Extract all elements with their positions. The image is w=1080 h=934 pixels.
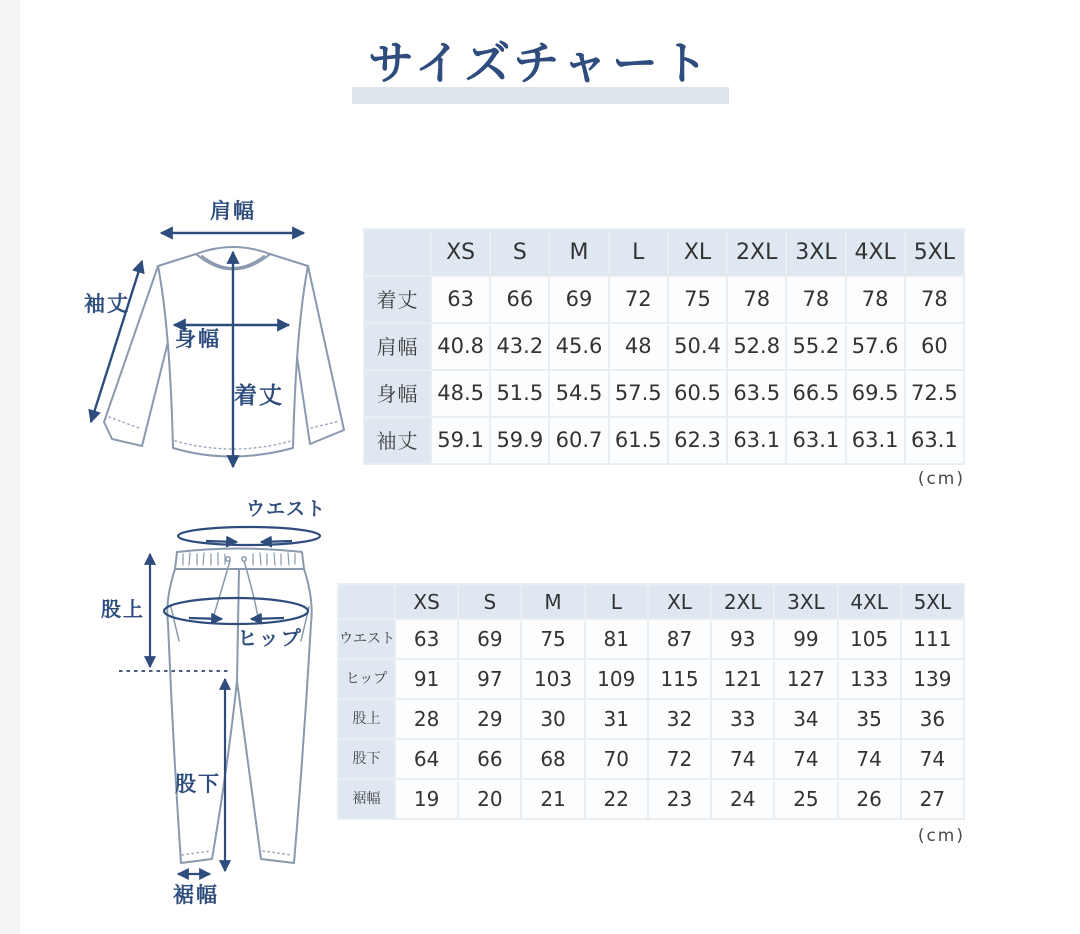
size-value-cell: 62.3 bbox=[668, 417, 727, 464]
size-value-cell: 34 bbox=[774, 699, 837, 739]
size-value-cell: 50.4 bbox=[668, 323, 727, 370]
inseam-label: 股下 bbox=[175, 772, 221, 796]
table-row bbox=[364, 370, 964, 417]
row-label: 袖丈 bbox=[364, 417, 431, 464]
size-value-cell: 43.2 bbox=[490, 323, 549, 370]
tops-size-table bbox=[363, 228, 965, 465]
size-value-cell: 78 bbox=[846, 276, 905, 323]
table-corner-cell bbox=[364, 229, 431, 276]
size-value-cell: 63.1 bbox=[846, 417, 905, 464]
row-label: 裾幅 bbox=[338, 779, 395, 819]
left-edge-shadow bbox=[0, 0, 20, 934]
hip-label: ヒップ bbox=[237, 626, 303, 650]
size-value-cell: 33 bbox=[711, 699, 774, 739]
size-col-header: 3XL bbox=[774, 584, 837, 619]
size-value-cell: 60.7 bbox=[549, 417, 608, 464]
size-col-header: M bbox=[549, 229, 608, 276]
size-value-cell: 29 bbox=[458, 699, 521, 739]
size-value-cell: 97 bbox=[458, 659, 521, 699]
hem-width-label: 裾幅 bbox=[173, 883, 219, 907]
size-value-cell: 22 bbox=[585, 779, 648, 819]
size-value-cell: 19 bbox=[395, 779, 458, 819]
size-value-cell: 72.5 bbox=[905, 370, 964, 417]
size-value-cell: 68 bbox=[521, 739, 584, 779]
size-value-cell: 105 bbox=[838, 619, 901, 659]
size-value-cell: 63 bbox=[395, 619, 458, 659]
size-value-cell: 40.8 bbox=[431, 323, 490, 370]
table-row bbox=[364, 276, 964, 323]
rise-label: 股上 bbox=[101, 597, 145, 621]
bottoms-size-table bbox=[337, 583, 965, 820]
size-value-cell: 66 bbox=[458, 739, 521, 779]
size-value-cell: 75 bbox=[521, 619, 584, 659]
row-label: 肩幅 bbox=[364, 323, 431, 370]
table-row bbox=[364, 417, 964, 464]
size-value-cell: 59.1 bbox=[431, 417, 490, 464]
waist-ellipse bbox=[178, 527, 320, 545]
table-row bbox=[338, 699, 964, 739]
shoulder-width-label: 肩幅 bbox=[210, 199, 256, 223]
size-value-cell: 55.2 bbox=[786, 323, 845, 370]
size-value-cell: 45.6 bbox=[549, 323, 608, 370]
size-value-cell: 87 bbox=[648, 619, 711, 659]
size-value-cell: 72 bbox=[609, 276, 668, 323]
size-value-cell: 109 bbox=[585, 659, 648, 699]
size-value-cell: 24 bbox=[711, 779, 774, 819]
table-row bbox=[338, 739, 964, 779]
size-value-cell: 78 bbox=[786, 276, 845, 323]
size-col-header: 4XL bbox=[838, 584, 901, 619]
unit-label-tops: (cm) bbox=[917, 469, 965, 489]
size-value-cell: 59.9 bbox=[490, 417, 549, 464]
size-value-cell: 54.5 bbox=[549, 370, 608, 417]
size-value-cell: 27 bbox=[901, 779, 964, 819]
size-value-cell: 32 bbox=[648, 699, 711, 739]
size-value-cell: 99 bbox=[774, 619, 837, 659]
size-value-cell: 61.5 bbox=[609, 417, 668, 464]
size-value-cell: 139 bbox=[901, 659, 964, 699]
size-col-header: XL bbox=[648, 584, 711, 619]
size-col-header: 2XL bbox=[711, 584, 774, 619]
size-value-cell: 48 bbox=[609, 323, 668, 370]
size-value-cell: 36 bbox=[901, 699, 964, 739]
size-value-cell: 63 bbox=[431, 276, 490, 323]
pants-measurement-diagram bbox=[85, 495, 345, 915]
table-row bbox=[338, 659, 964, 699]
size-value-cell: 21 bbox=[521, 779, 584, 819]
size-col-header: S bbox=[458, 584, 521, 619]
size-value-cell: 26 bbox=[838, 779, 901, 819]
size-col-header: L bbox=[585, 584, 648, 619]
size-value-cell: 74 bbox=[711, 739, 774, 779]
row-label: ヒップ bbox=[338, 659, 395, 699]
row-label: 股上 bbox=[338, 699, 395, 739]
pants-outline bbox=[167, 549, 311, 864]
body-length-label: 着丈 bbox=[234, 383, 284, 409]
size-value-cell: 57.6 bbox=[846, 323, 905, 370]
size-value-cell: 48.5 bbox=[431, 370, 490, 417]
size-value-cell: 93 bbox=[711, 619, 774, 659]
size-value-cell: 78 bbox=[727, 276, 786, 323]
row-label: 着丈 bbox=[364, 276, 431, 323]
size-value-cell: 91 bbox=[395, 659, 458, 699]
size-value-cell: 121 bbox=[711, 659, 774, 699]
size-value-cell: 23 bbox=[648, 779, 711, 819]
size-value-cell: 20 bbox=[458, 779, 521, 819]
size-value-cell: 74 bbox=[774, 739, 837, 779]
size-value-cell: 64 bbox=[395, 739, 458, 779]
size-value-cell: 25 bbox=[774, 779, 837, 819]
size-value-cell: 63.1 bbox=[905, 417, 964, 464]
size-col-header: 2XL bbox=[727, 229, 786, 276]
body-width-label: 身幅 bbox=[175, 327, 221, 351]
shirt-outline bbox=[104, 247, 344, 457]
size-col-header: 5XL bbox=[901, 584, 964, 619]
size-value-cell: 63.1 bbox=[786, 417, 845, 464]
size-value-cell: 28 bbox=[395, 699, 458, 739]
row-label: 身幅 bbox=[364, 370, 431, 417]
page-title: サイズチャート bbox=[367, 36, 713, 90]
size-value-cell: 133 bbox=[838, 659, 901, 699]
table-row bbox=[338, 779, 964, 819]
row-label: ウエスト bbox=[338, 619, 395, 659]
size-value-cell: 63.1 bbox=[727, 417, 786, 464]
size-col-header: M bbox=[521, 584, 584, 619]
size-value-cell: 60.5 bbox=[668, 370, 727, 417]
table-row bbox=[338, 619, 964, 659]
size-value-cell: 111 bbox=[901, 619, 964, 659]
size-value-cell: 30 bbox=[521, 699, 584, 739]
size-value-cell: 72 bbox=[648, 739, 711, 779]
size-value-cell: 57.5 bbox=[609, 370, 668, 417]
size-value-cell: 35 bbox=[838, 699, 901, 739]
unit-label-bottoms: (cm) bbox=[917, 826, 965, 846]
size-col-header: 5XL bbox=[905, 229, 964, 276]
size-value-cell: 69.5 bbox=[846, 370, 905, 417]
size-col-header: 3XL bbox=[786, 229, 845, 276]
size-value-cell: 70 bbox=[585, 739, 648, 779]
size-col-header: L bbox=[609, 229, 668, 276]
shirt-measurement-diagram bbox=[60, 188, 370, 488]
size-col-header: XS bbox=[395, 584, 458, 619]
size-value-cell: 52.8 bbox=[727, 323, 786, 370]
size-col-header: 4XL bbox=[846, 229, 905, 276]
size-value-cell: 78 bbox=[905, 276, 964, 323]
size-value-cell: 74 bbox=[901, 739, 964, 779]
size-value-cell: 69 bbox=[549, 276, 608, 323]
size-value-cell: 66 bbox=[490, 276, 549, 323]
size-value-cell: 103 bbox=[521, 659, 584, 699]
waist-label: ウエスト bbox=[245, 498, 327, 520]
size-col-header: XS bbox=[431, 229, 490, 276]
table-row bbox=[364, 323, 964, 370]
size-col-header: S bbox=[490, 229, 549, 276]
size-value-cell: 51.5 bbox=[490, 370, 549, 417]
size-value-cell: 115 bbox=[648, 659, 711, 699]
size-value-cell: 63.5 bbox=[727, 370, 786, 417]
row-label: 股下 bbox=[338, 739, 395, 779]
size-value-cell: 74 bbox=[838, 739, 901, 779]
size-value-cell: 66.5 bbox=[786, 370, 845, 417]
table-corner-cell bbox=[338, 584, 395, 619]
size-value-cell: 69 bbox=[458, 619, 521, 659]
size-value-cell: 75 bbox=[668, 276, 727, 323]
size-value-cell: 31 bbox=[585, 699, 648, 739]
size-col-header: XL bbox=[668, 229, 727, 276]
size-value-cell: 60 bbox=[905, 323, 964, 370]
sleeve-length-label: 袖丈 bbox=[84, 292, 130, 316]
size-value-cell: 81 bbox=[585, 619, 648, 659]
size-value-cell: 127 bbox=[774, 659, 837, 699]
